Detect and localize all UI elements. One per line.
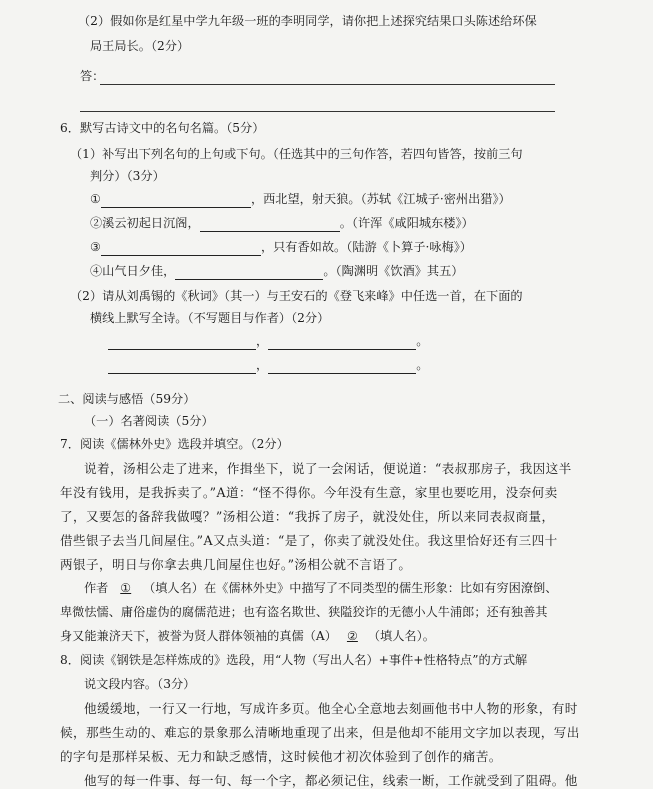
q7-title: 7．阅读《儒林外史》选段并填空。（2分）: [60, 437, 289, 451]
q8-title-line2: 说文段内容。（3分）: [84, 677, 196, 691]
q7-fill-line1: [84, 580, 557, 596]
q6-item-2-blank[interactable]: [200, 215, 340, 232]
q8-passage-line: 他写的每一件事、每一句、每一个字，都必须记住，线索一断，工作就受到了阻碍。他: [84, 773, 578, 788]
q7-fill-line3-post: （填人名）。: [367, 629, 435, 643]
q6-item-1-prefix: ①: [90, 192, 101, 206]
q6-item-2: [90, 215, 474, 232]
answer-label: 答：: [80, 69, 105, 83]
q6-item-3: [90, 239, 472, 256]
q6-item-1-text: ，西北望，射天狼。（苏轼《江城子·密州出猎》）: [250, 192, 511, 206]
q7-fill-line1-post: （填人名）在《儒林外史》中描写了不同类型的儒生形象：比如有穷困潦倒、: [143, 581, 558, 595]
q5-2-line1: （2）假如你是红星中学九年级一班的李明同学，请你把上述探究结果口头陈述给环保: [78, 14, 537, 28]
poem-blank-1[interactable]: [108, 333, 256, 350]
poem-blank-3[interactable]: [108, 357, 256, 374]
q8-passage-line: 的字句是那样呆板、无力和缺乏感情，这时候他才初次体验到了创作的痛苦。: [60, 749, 502, 764]
q6-item-4-prefix: ④山气日夕佳，: [90, 264, 176, 278]
q6-item-3-prefix: ③: [90, 240, 101, 254]
q7-fill-line3-pre: 身又能兼济天下，被誉为贤人群体领袖的真儒（A）: [60, 629, 337, 643]
q6-item-2-prefix: ②溪云初起日沉阁，: [90, 216, 200, 230]
q7-passage-line: 年没有钱用，是我拆卖了。”A道：“怪不得你。今年没有生意，家里也要吃用，没奈何卖: [60, 485, 558, 500]
q6-item-4: [90, 263, 463, 280]
q7-blank-2[interactable]: ②: [346, 629, 358, 643]
q6-item-1-blank[interactable]: [101, 191, 251, 208]
q7-fill-line3: [60, 628, 435, 644]
poem-period-2: 。: [416, 358, 429, 372]
q8-passage-line: 候，那些生动的、难忘的景象那么清晰地重现了出来，但是他却不能用文字加以表现，写出: [60, 725, 580, 740]
q7-passage-line: 了，又要怎的备辞我做嘎？”汤相公道：“我拆了房子，就没处住，所以来同表叔商量，: [60, 509, 555, 524]
q6-part1-line2: 判分）（3分）: [90, 169, 165, 183]
poem-blank-2[interactable]: [268, 333, 416, 350]
poem-period-1: 。: [416, 334, 429, 348]
answer-line-2[interactable]: [80, 111, 555, 112]
q6-item-4-blank[interactable]: [175, 263, 323, 280]
q6-item-2-text: 。（许浑《咸阳城东楼》）: [339, 216, 474, 230]
section2-title: 二、阅读与感悟（59分）: [58, 392, 196, 406]
answer-line-1[interactable]: [100, 84, 555, 85]
poem-comma-2: ，: [256, 358, 269, 372]
q7-blank-1[interactable]: ①: [120, 581, 132, 595]
q7-passage-line: 两银子，明日与你拿去典几间屋住也好。”汤相公就不言语了。: [60, 557, 412, 572]
q7-fill-author-label: 作者: [84, 581, 109, 595]
poem-blank-4[interactable]: [268, 357, 416, 374]
q6-part2-line2: 横线上默写全诗。（不写题目与作者）（2分）: [90, 311, 330, 325]
q8-passage-line: 他缓缓地，一行又一行地，写成许多页。他全心全意地去刻画他书中人物的形象，有时: [84, 701, 578, 716]
q6-item-4-text: 。（陶渊明《饮酒》其五）: [323, 264, 464, 278]
section2-sub1: （一）名著阅读（5分）: [84, 414, 214, 428]
q7-fill-line2: 卑微怯懦、庸俗虚伪的腐儒范进；也有盗名欺世、狭隘狡诈的无德小人牛浦郎；还有独善其: [60, 605, 548, 619]
q5-2-line2: 局王局长。（2分）: [90, 39, 190, 53]
q6-item-1: [90, 191, 511, 208]
q8-title-line1: 8．阅读《钢铁是怎样炼成的》选段，用“人物（写出人名）+事件+性格特点”的方式解: [60, 653, 528, 667]
q6-part2-line1: （2）请从刘禹锡的《秋词》（其一）与王安石的《登飞来峰》中任选一首，在下面的: [70, 289, 523, 303]
q6-part1-line1: （1）补写出下列名句的上句或下句。（任选其中的三句作答，若四句皆答，按前三句: [70, 147, 523, 161]
q7-passage-line: 借些银子去当几间屋住。”A又点头道：“是了，你卖了就没处住。我这里恰好还有三四十: [60, 533, 558, 548]
poem-row-1: [108, 333, 428, 350]
q7-passage-line: 说着，汤相公走了进来，作揖坐下，说了一会闲话，便说道：“表叔那房子，我因这半: [84, 461, 572, 476]
q6-item-3-blank[interactable]: [101, 239, 261, 256]
q6-title: 6．默写古诗文中的名句名篇。（5分）: [60, 121, 265, 135]
q6-item-3-text: ，只有香如故。（陆游《卜算子·咏梅》）: [260, 240, 472, 254]
poem-comma-1: ，: [256, 334, 269, 348]
poem-row-2: [108, 357, 428, 374]
